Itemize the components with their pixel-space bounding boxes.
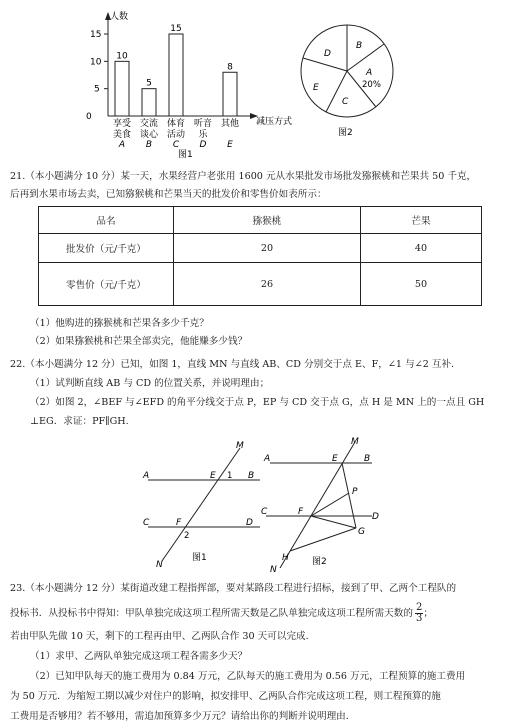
bar-category-label: 享受 [112,119,132,129]
label-e: E [332,454,338,464]
bar-category-label: 听音 [193,119,213,129]
pie-divider [347,44,384,71]
pie-chart [296,8,406,138]
table-header-cell: 猕猴桃 [174,207,361,234]
q23-line2-end: ； [423,608,433,619]
bar-category-letter: C [172,140,180,150]
segment-fp [311,493,349,516]
label-angle-1: 1 [227,471,233,481]
label-d: D [246,518,253,528]
pie-label-c: C [342,97,349,107]
bar-chart [80,4,305,159]
q22-sub2a: （2）如图 2，∠BEF 与∠EFD 的角平分线交于点 P，EP 与 CD 交于点 G，点 H 是 MN 上的一点且 GH [30,397,485,408]
fraction-numerator: 2 [415,602,423,613]
pie-label-a-percent: 20% [362,80,381,90]
segment-gh [290,528,356,551]
label-n: N [156,560,163,570]
label-b: B [248,471,255,481]
label-m: M [236,441,244,451]
q22-sub1: （1）试判断直线 AB 与 CD 的位置关系，并说明理由； [30,378,270,389]
q23-line2-text: 投标书．从投标书中得知：甲队单独完成这项工程所需天数是乙队单独完成这项工程所需天数的 [10,608,413,619]
table-row [39,263,482,306]
q23-sub2c: 工费用是否够用？若不够用，需追加预算多少万元？请给出你的判断并说明理由． [10,711,356,722]
bar-value-label: 5 [146,78,152,89]
label-c: C [261,507,268,517]
geometry-figure-2 [260,436,385,574]
bar-category-letter: A [118,140,126,150]
geometry-figure-1 [140,436,265,570]
y-axis-label: 人数 [110,12,129,22]
table-cell: 零售价（元/千克） [39,263,174,306]
line-mn [162,448,240,561]
bar-category-label: 活动 [166,130,186,140]
label-f: F [176,518,182,528]
q23-line1: 23.（本小题满分 12 分）某街道改建工程指挥部，要对某路段工程进行招标，接到了甲、乙两个工程队的 [10,583,457,594]
bar-category-label: 乐 [198,130,208,140]
label-a: A [264,454,271,464]
q22-line1: 22.（本小题满分 12 分）已知，如图 1，直线 MN 与直线 AB、CD 分别交于点 E、F，∠1 与∠2 互补. [10,359,455,370]
bar-category-letter: E [227,140,233,150]
pie-label-e: E [313,83,319,93]
bar [169,34,183,116]
q23-sub1: （1）求甲、乙两队单独完成这项工程各需多少天？ [30,651,248,662]
bar-category-label: 美食 [112,130,132,140]
figure-2-caption: 图2 [312,557,327,567]
label-e: E [210,471,216,481]
figure-1-caption: 图1 [192,553,207,563]
table-header-cell: 品名 [39,207,174,234]
y-tick-label: 15 [90,30,102,40]
q23-line2 [10,603,518,624]
bar-category-label: 体育 [166,119,186,129]
table-cell: 批发价（元/千克） [39,234,174,263]
label-b: B [364,454,371,464]
bar-category-label: 谈心 [139,130,159,140]
label-c: C [143,518,150,528]
bar [142,89,156,116]
x-axis-label: 减压方式 [256,117,293,127]
bar-chart-caption: 图1 [178,150,193,159]
label-d: D [372,512,379,522]
table-cell: 40 [361,234,482,263]
bar-category-label: 交流 [139,119,159,129]
table-cell: 50 [361,263,482,306]
price-table [38,206,482,306]
table-cell: 20 [174,234,361,263]
label-n: N [270,565,277,574]
line-mn [280,442,355,568]
bar [115,61,129,116]
q21-line2: 后再到水果市场去卖，已知猕猴桃和芒果当天的批发价和零售价如表所示： [10,189,327,200]
pie-label-d: D [324,49,331,59]
origin-label: 0 [86,112,92,122]
label-angle-2: 2 [184,531,190,541]
label-f: F [298,507,304,517]
pie-label-a: A [366,68,373,78]
q23-line3: 若由甲队先做 10 天，剩下的工程再由甲、乙两队合作 30 天可以完成． [10,631,316,642]
bar-value-label: 10 [116,51,128,62]
q23-sub2a: （2）已知甲队每天的施工费用为 0.84 万元，乙队每天的施工费用为 0.56 万元，工程预算的施工费用 [30,671,466,682]
label-h: H [282,553,289,563]
pie-chart-caption: 图2 [338,128,353,138]
q21-sub1: （1）他购进的猕猴桃和芒果各多少千克？ [30,318,209,329]
pie-label-b: B [356,41,363,51]
bar-category-letter: B [145,140,153,150]
y-tick-label: 10 [90,57,102,68]
label-m: M [351,437,359,447]
label-g: G [358,527,365,537]
segment-fg [311,516,356,528]
bar [223,72,237,116]
bar-category-label: 其他 [220,119,240,129]
bar-value-label: 15 [170,24,182,34]
table-row [39,234,482,263]
q21-sub2: （2）如果猕猴桃和芒果全部卖完，他能赚多少钱？ [30,336,248,347]
label-a: A [143,471,150,481]
fraction-denominator: 3 [415,613,423,624]
table-header-cell: 芒果 [361,207,482,234]
bar-value-label: 8 [227,62,233,73]
q23-sub2b: 为 50 万元．为缩短工期以减少对住户的影响，拟安排甲、乙两队合作完成这项工程，则工程预算的施 [10,691,441,702]
y-tick-label: 5 [94,84,100,95]
pie-divider [303,58,347,71]
bar-category-letter: D [199,140,207,150]
q21-line1: 21.（本小题满分 10 分）某一天，水果经营户老张用 1600 元从水果批发市场批发猕猴桃和芒果共 50 千克， [10,171,477,182]
q22-sub2b: ⊥EG．求证：PF∥GH. [30,416,129,427]
table-header-row [39,207,482,234]
table-cell: 26 [174,263,361,306]
label-p: P [352,487,358,497]
